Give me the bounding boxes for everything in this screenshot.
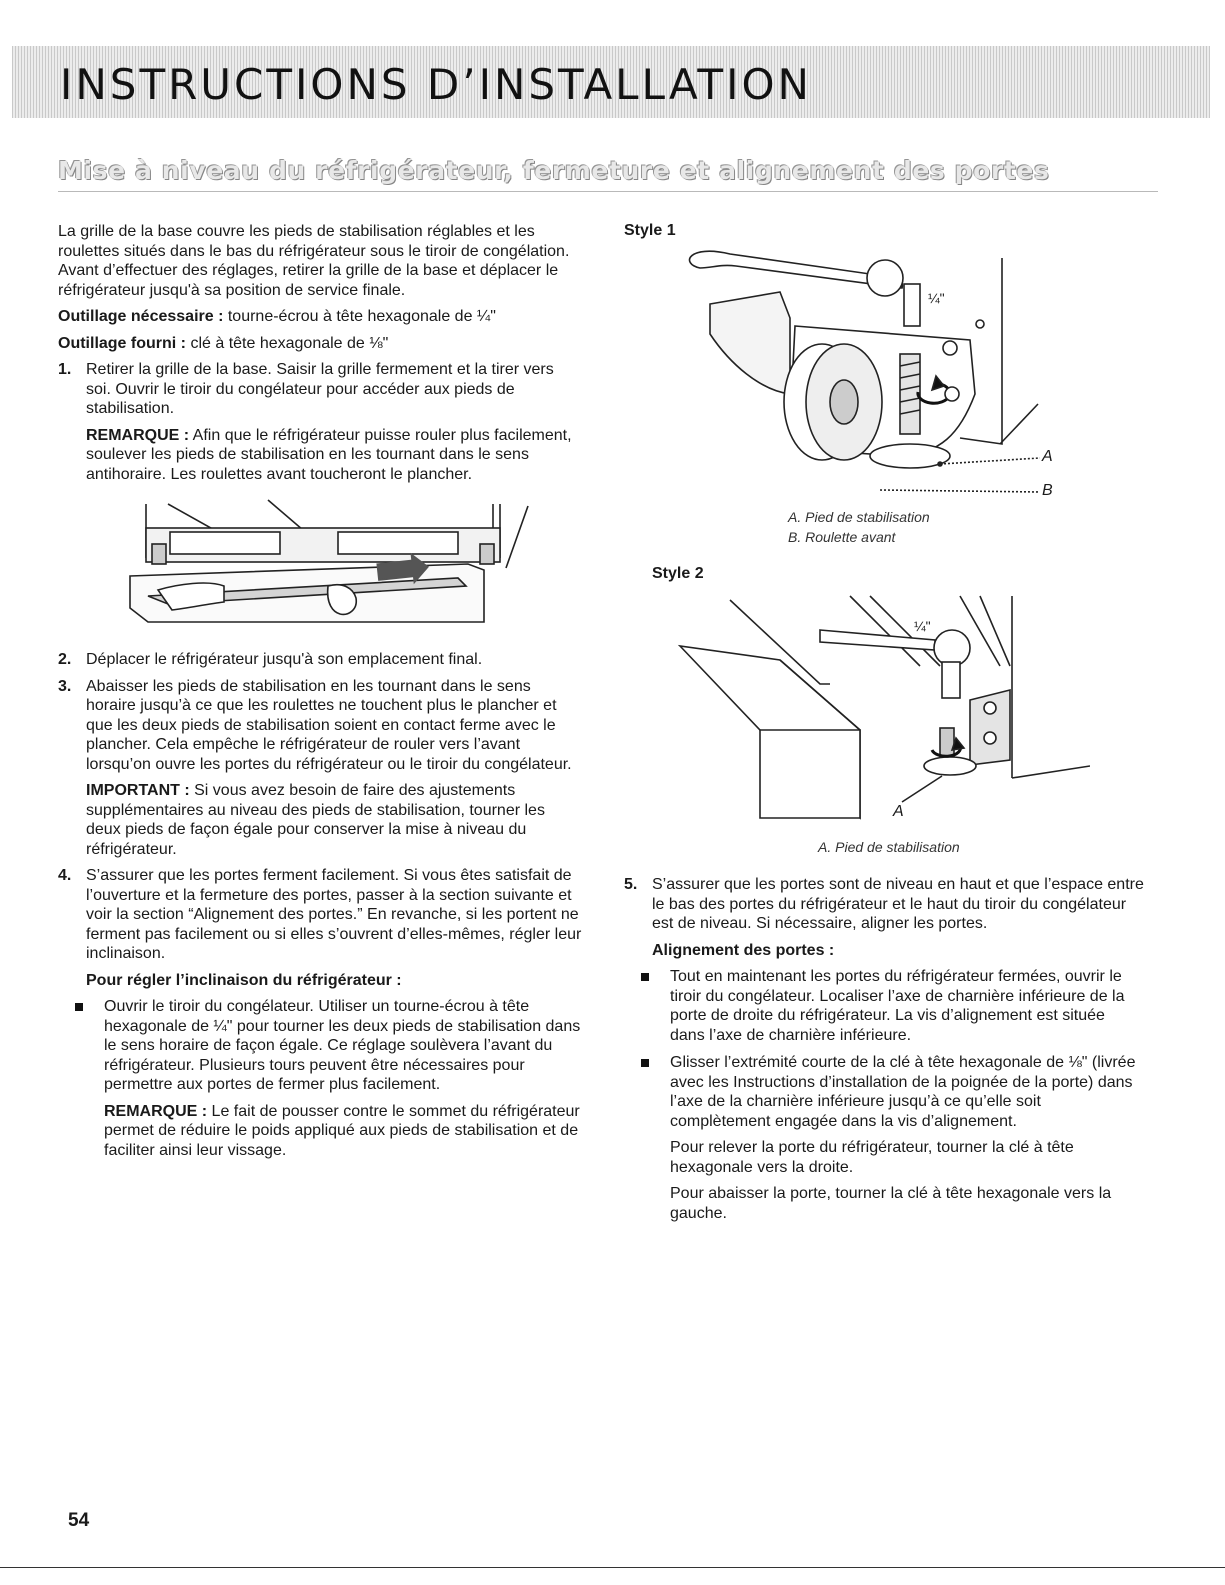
bullet-note bbox=[104, 1102, 583, 1161]
step-text: Déplacer le réfrigérateur jusqu'à son emplacement final. bbox=[86, 651, 483, 668]
bullet-square bbox=[641, 973, 649, 981]
bullet-item bbox=[624, 1053, 1144, 1223]
banner-title: INSTRUCTIONS D’INSTALLATION bbox=[60, 60, 812, 109]
step-number: 1. bbox=[58, 361, 72, 378]
style-1-size-label: ¼" bbox=[928, 290, 945, 306]
important-text: Si vous avez besoin de faire des ajustements supplémentaires au niveau des pieds de stabilisation, tourner les deux pieds de façon égale pour conserver la mise à niveau du réfrigérateur. bbox=[86, 782, 545, 858]
tools-needed-value: tourne-écrou à tête hexagonale de ¼" bbox=[223, 308, 496, 325]
style-2-caption-a: A. Pied de stabilisation bbox=[818, 839, 960, 855]
style-2-size-label: ¼" bbox=[914, 618, 931, 634]
note-label: REMARQUE : bbox=[86, 426, 190, 444]
bullet-item bbox=[58, 997, 583, 1160]
base-grille-illustration bbox=[128, 498, 548, 640]
tools-needed-label: Outillage nécessaire : bbox=[58, 308, 224, 325]
step-2 bbox=[58, 650, 583, 670]
step-4 bbox=[58, 866, 583, 1160]
bullet-text: Glisser l’extrémité courte de la clé à tête hexagonale de ⅛" (livrée avec les Instructions d’installation de la poignée de la porte) dans l’axe de la charnière inférieure jusqu’à ce qu’elle soit complètement engagée dans la vis d’alignement. bbox=[670, 1054, 1136, 1130]
step-text: S’assurer que les portes ferment facilement. Si vous êtes satisfait de l’ouverture et la fermeture des portes, passer à la section suivante et voir la section “Alignement des portes.” En revanche, si les portent ne ferment pas facilement ou si elles s’ouvrent d’elles-mêmes, régler leur inclinaison. bbox=[86, 867, 582, 962]
style-2-illustration bbox=[670, 590, 1090, 826]
step-text: S’assurer que les portes sont de niveau en haut et que l’espace entre le bas des portes du réfrigérateur et le haut du tiroir du congélateur est de niveau. Si nécessaire, aligner les portes. bbox=[652, 876, 1144, 932]
style-2-label: Style 2 bbox=[652, 565, 704, 582]
header-banner bbox=[12, 46, 1210, 118]
left-column bbox=[58, 222, 583, 1168]
tools-provided bbox=[58, 334, 583, 354]
step-number: 3. bbox=[58, 677, 72, 695]
tools-needed bbox=[58, 307, 583, 327]
step-important bbox=[86, 781, 583, 859]
page-number: 54 bbox=[68, 1510, 90, 1531]
step-text: Abaisser les pieds de stabilisation en les tournant dans le sens horaire jusqu’à ce que les roulettes ne touchent plus le plancher et que les deux pieds de stabilisation soient en contact ferme avec le plancher. Cela empêche le réfrigérateur de rouler vers l’avant lorsqu’on ouvre les portes du réfrigérateur ou le tiroir du congélateur. bbox=[86, 677, 572, 773]
right-column bbox=[624, 875, 1144, 1231]
style-1-caption-a: A. Pied de stabilisation bbox=[788, 509, 930, 525]
bullet-square bbox=[641, 1059, 649, 1067]
style-2-callout-a: A bbox=[893, 803, 904, 820]
step-subheading: Alignement des portes : bbox=[652, 941, 835, 959]
intro-paragraph: La grille de la base couvre les pieds de stabilisation réglables et les roulettes situés dans le bas du réfrigérateur sous le tiroir de congélation. Avant d’effectuer des réglages, retirer la grille de la base et déplacer le réfrigérateur jusqu'à sa position de service finale. bbox=[58, 223, 570, 299]
style-1-label: Style 1 bbox=[624, 222, 676, 239]
step-number: 2. bbox=[58, 651, 72, 668]
bullet-text: Tout en maintenant les portes du réfrigérateur fermées, ouvrir le tiroir du congélateur. Localiser l’axe de charnière inférieure de la porte de droite du réfrigérateur. La vis d’alignement est située dans l’axe de charnière inférieure. bbox=[670, 968, 1125, 1044]
bullet-item bbox=[624, 967, 1144, 1045]
style-1-callout-a: A bbox=[1042, 448, 1053, 465]
note-text: Le fait de pousser contre le sommet du réfrigérateur permet de réduire le poids appliqué aux pieds de stabilisation et de faciliter ainsi leur vissage. bbox=[104, 1102, 580, 1159]
step-text: Retirer la grille de la base. Saisir la grille fermement et la tirer vers soi. Ouvrir le tiroir du congélateur pour accéder aux pieds de stabilisation. bbox=[86, 361, 554, 417]
style-1-callout-b: B bbox=[1042, 482, 1053, 499]
note-label: REMARQUE : bbox=[104, 1102, 208, 1120]
style-1-caption-b: B. Roulette avant bbox=[788, 529, 896, 545]
step-3 bbox=[58, 677, 583, 860]
footer-divider bbox=[0, 1567, 1225, 1568]
step-number: 4. bbox=[58, 867, 72, 884]
lower-instruction: Pour abaisser la porte, tourner la clé à tête hexagonale vers la gauche. bbox=[670, 1185, 1112, 1222]
step-note bbox=[86, 426, 583, 485]
bullet-square bbox=[75, 1003, 83, 1011]
section-divider bbox=[58, 191, 1158, 192]
tools-provided-label: Outillage fourni : bbox=[58, 334, 186, 352]
step-1 bbox=[58, 360, 583, 484]
step-5 bbox=[624, 875, 1144, 1223]
step-number: 5. bbox=[624, 876, 638, 893]
raise-instruction: Pour relever la porte du réfrigérateur, tourner la clé à tête hexagonale vers la droite. bbox=[670, 1139, 1074, 1176]
note-text: Afin que le réfrigérateur puisse rouler plus facilement, soulever les pieds de stabilisation en les tournant dans le sens antihoraire. Les roulettes avant toucheront le plancher. bbox=[86, 426, 572, 483]
step-subheading: Pour régler l’inclinaison du réfrigérateur : bbox=[86, 971, 402, 989]
section-title: Mise à niveau du réfrigérateur, fermeture et alignement des portes bbox=[58, 156, 1050, 185]
bullet-text: Ouvrir le tiroir du congélateur. Utiliser un tourne-écrou à tête hexagonale de ¼" pour tourner les deux pieds de stabilisation dans le sens horaire de façon égale. Ce réglage soulèvera l’avant du réfrigérateur. Plusieurs tours peuvent être nécessaires pour permettre aux portes de fermer plus facilement. bbox=[104, 998, 581, 1093]
important-label: IMPORTANT : bbox=[86, 782, 190, 799]
tools-provided-value: clé à tête hexagonale de ⅛" bbox=[186, 334, 389, 352]
style-1-illustration bbox=[640, 244, 1080, 506]
